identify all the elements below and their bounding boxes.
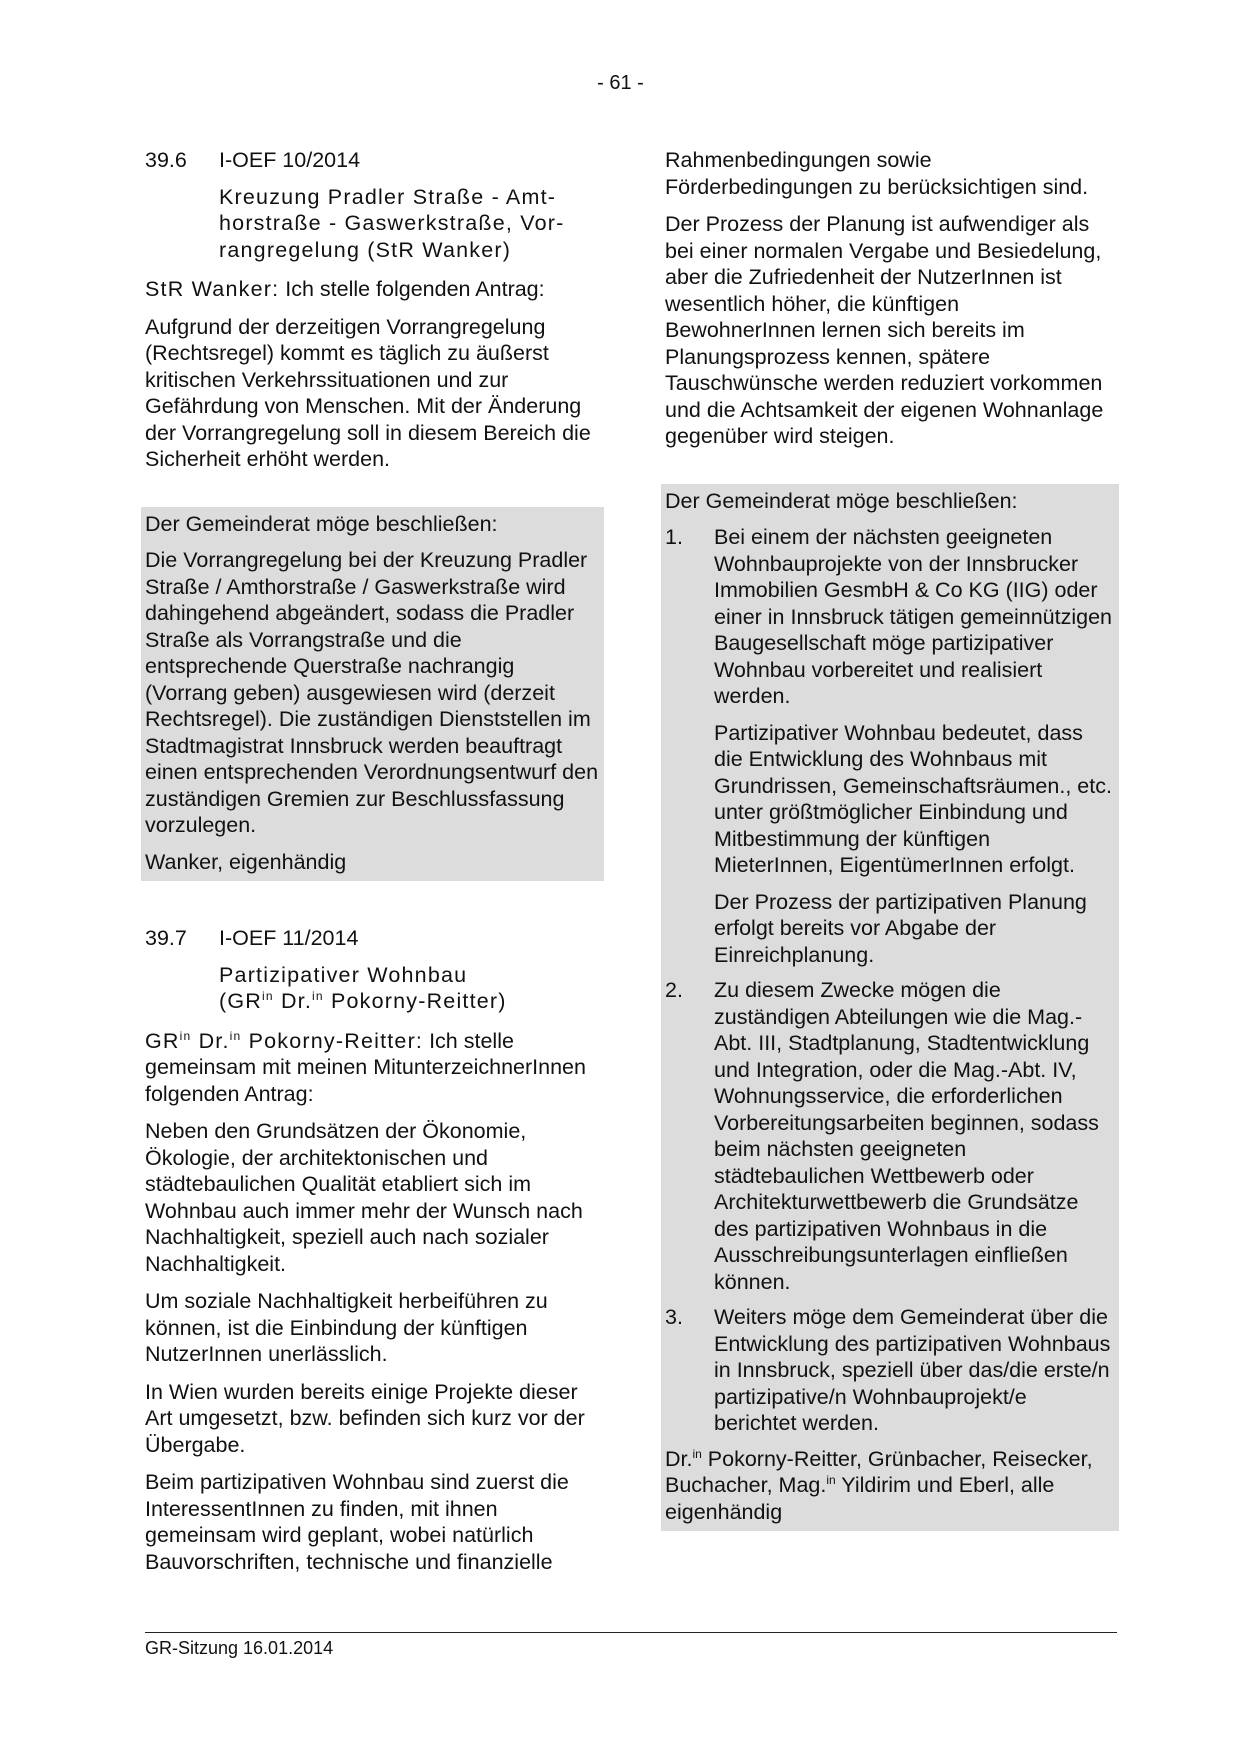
section-heading-39-6 xyxy=(145,147,600,174)
resolution-body: Die Vorrangregelung bei der Kreuzung Pradler Straße / Amthorstraße / Gaswerkstraße wird dahingehend abgeändert, sodass die Pradler Straße als Vorrangstraße und die entsprechende Querstraße nachrangig (Vorrang geben) ausgewiesen wird (derzeit Rechtsregel). Die zuständigen Dienststellen im Stadtmagistrat Innsbruck werden beauftragt einen entsprechenden Verordnungsentwurf den zuständigen Gremien zur Beschlussfassung vorzulegen. xyxy=(145,548,599,837)
resolution-heading: Der Gemeinderat möge beschließen: xyxy=(145,511,498,536)
resolution-box xyxy=(141,507,604,882)
right-column xyxy=(665,147,1115,1531)
resolution-list xyxy=(665,524,1115,1437)
resolution-heading: Der Gemeinderat möge beschließen: xyxy=(665,488,1018,513)
page-number: - 61 - xyxy=(597,72,644,94)
section-title: Kreuzung Pradler Straße - Amt- horstraße - Gaswerkstraße, Vor- rangregelung (StR Wanker) xyxy=(219,184,565,262)
footer: GR-Sitzung 16.01.2014 xyxy=(145,1638,334,1658)
section-title: Partizipativer Wohnbau ($GR^{in}$ Dr.$^{in}$ Pokorny-Reitter) xyxy=(219,962,507,1013)
paragraph: Neben den Grundsätzen der Ökonomie, Ökologie, der architektonischen und städtebaulichen Qualität etabliert sich im Wohnbau auch immer mehr der Wunsch nach Nachhaltigkeit, speziell auch nach sozialer Nachhaltigkeit. xyxy=(145,1119,583,1276)
speaker: StR Wanker: xyxy=(145,277,280,301)
paragraph: Der Prozess der Planung ist aufwendiger als bei einer normalen Vergabe und Besiedelung, aber die Zufriedenheit der NutzerInnen ist wesentlich höher, die künftigen BewohnerInnen lernen sich bereits im Planungsprozess kennen, spätere Tauschwünsche werden reduziert vorkommen und die Achtsamkeit der eigenen Wohnanlage gegenüber wird steigen. xyxy=(665,212,1104,448)
list-item: 2. Zu diesem Zwecke mögen die zuständigen Abteilungen wie die Mag.-Abt. III, Stadtplanung, Stadtentwicklung und Integration, oder die Mag.-Abt. IV, Wohnungsservice, die erforderlichen Vorbereitungsarbeiten beginnen, sodass beim nächsten geeigneten städtebaulichen Wettbewerb oder Architekturwettbewerb die Grundsätze des partizipativen Wohnbaus in die Ausschreibungsunterlagen einfließen können. xyxy=(665,978,1099,1294)
section-heading-39-7 xyxy=(145,925,600,952)
speaker: $GR^{in}$ Dr.$^{in}$ Pokorny-Reitter: xyxy=(145,1028,424,1053)
signature: Dr.$^{in}$ Pokorny-Reitter, Grünbacher, Reisecker, Buchacher, Mag.$^{in}$ Yildirim und Eberl, alle eigenhändig xyxy=(665,1446,1093,1524)
paragraph: Beim partizipativen Wohnbau sind zuerst die InteressentInnen zu finden, mit ihnen gemeinsam wird geplant, wobei natürlich Bauvorschriften, technische und finanzielle xyxy=(145,1470,569,1574)
paragraph: Um soziale Nachhaltigkeit herbeiführen zu können, ist die Einbindung der künftigen NutzerInnen unerlässlich. xyxy=(145,1289,548,1366)
section-code: I-OEF 11/2014 xyxy=(219,926,359,950)
paragraph: Rahmenbedingungen sowie Förderbedingungen zu berücksichtigen sind. xyxy=(665,148,1089,199)
motion-body: Aufgrund der derzeitigen Vorrangregelung (Rechtsregel) kommt es täglich zu äußerst kritischen Verkehrssituationen und zur Gefährdung von Menschen. Mit der Änderung der Vorrangregelung soll in diesem Bereich die Sicherheit erhöht werden. xyxy=(145,314,591,471)
left-column xyxy=(145,147,600,1586)
list-item: 3. Weiters möge dem Gemeinderat über die Entwicklung des partizipativen Wohnbaus in Innsbruck, speziell über das/die erste/n partizipative/n Wohnbauprojekt/e berichtet werden. xyxy=(665,1305,1111,1435)
footer-divider xyxy=(145,1632,1117,1633)
list-item: 1. Bei einem der nächsten geeigneten Wohnbauprojekte von der Innsbrucker Immobilien GesmbH & Co KG (IIG) oder einer in Innsbruck tätigen gemeinnützigen Baugesellschaft möge partizipativer Wohnbau vorbereitet und realisiert werden. Partizipativer Wohnbau bedeutet, dass die Entwicklung des Wohnbaus mit Grundrissen, Gemeinschaftsräumen., etc. unter größtmöglicher Einbindung und Mitbestimmung der künftigen MieterInnen, EigentümerInnen erfolgt. Der Prozess der partizipativen Planung erfolgt bereits vor Abgabe der Einreichplanung. xyxy=(665,525,1113,967)
motion-intro: StR Wanker: Ich stelle folgenden Antrag: xyxy=(145,277,545,301)
motion-intro: $GR^{in}$ Dr.$^{in}$ Pokorny-Reitter: Ich stelle gemeinsam mit meinen MitunterzeichnerInnen folgenden Antrag: xyxy=(145,1028,586,1106)
signature: Wanker, eigenhändig xyxy=(145,849,347,874)
section-code: I-OEF 10/2014 xyxy=(219,148,361,172)
resolution-box xyxy=(661,484,1119,1532)
paragraph: In Wien wurden bereits einige Projekte dieser Art umgesetzt, bzw. befinden sich kurz vor der Übergabe. xyxy=(145,1379,585,1457)
section-number: 39.6 xyxy=(145,148,187,172)
section-number: 39.7 xyxy=(145,926,187,950)
